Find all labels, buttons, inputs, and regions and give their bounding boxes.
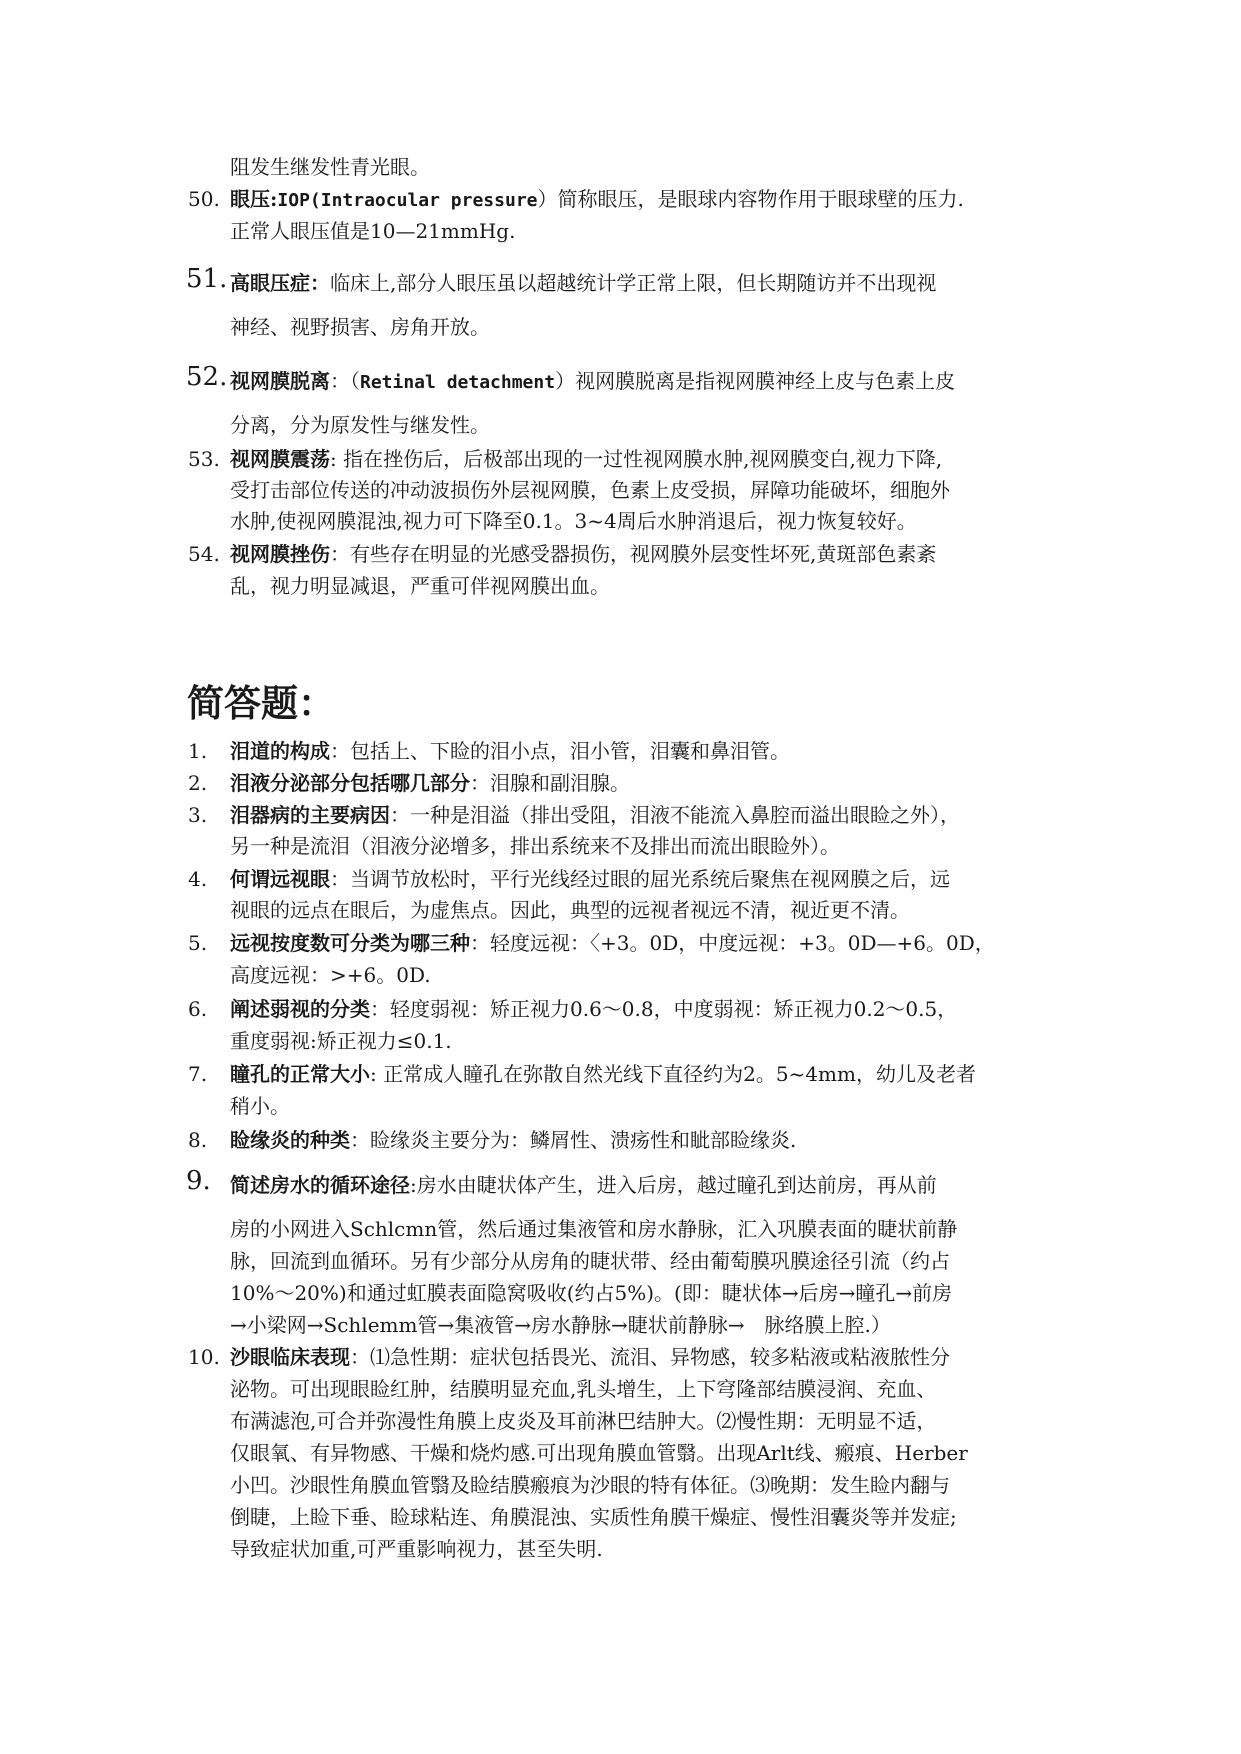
question-10-line-5: 小凹。沙眼性角膜血管翳及睑结膜瘢痕为沙眼的特有体征。⑶晚期：发生睑内翻与 bbox=[230, 1473, 950, 1497]
answer-text: : 正常成人瞳孔在弥散自然光线下直径约为2。5~4mm，幼儿及老者 bbox=[370, 1062, 976, 1086]
term-title: 视网膜脱离 bbox=[230, 369, 330, 393]
term-title: 高眼压症： bbox=[230, 271, 330, 295]
question-title: 何谓远视眼 bbox=[230, 867, 330, 891]
answer-text: ：包括上、下睑的泪小点，泪小管，泪囊和鼻泪管。 bbox=[330, 739, 790, 763]
text: 阻发生继发性青光眼。 bbox=[230, 155, 430, 179]
question-2 bbox=[230, 770, 630, 796]
term-53-line-3: 水肿,使视网膜混浊,视力可下降至0.1。3~4周后水肿消退后，视力恢复较好。 bbox=[230, 509, 917, 533]
question-number: 3. bbox=[188, 803, 208, 827]
question-number: 7. bbox=[188, 1062, 208, 1086]
term-english: Intraocular pressure bbox=[320, 190, 538, 211]
question-number: 1. bbox=[188, 739, 208, 763]
term-definition: ）简称眼压，是眼球内容物作用于眼球壁的压力. bbox=[537, 187, 964, 211]
term-english: Retinal detachment bbox=[360, 372, 556, 393]
term-51-line-2: 神经、视野损害、房角开放。 bbox=[230, 315, 490, 339]
question-4 bbox=[230, 866, 950, 892]
term-title: 视网膜挫伤 bbox=[230, 542, 330, 566]
term-definition: 临床上,部分人眼压虽以超越统计学正常上限，但长期随访并不出现视 bbox=[330, 271, 937, 295]
term-51 bbox=[230, 270, 936, 296]
continuation-line bbox=[230, 154, 430, 180]
question-5-line-2: 高度远视：>+6。0D. bbox=[230, 963, 431, 987]
section-heading: 简答题： bbox=[187, 682, 335, 725]
item-number: 50. bbox=[188, 187, 220, 211]
question-6-line-2: 重度弱视:矫正视力≤0.1. bbox=[230, 1029, 452, 1053]
term-50-line-2: 正常人眼压值是10—21mmHg. bbox=[230, 219, 516, 243]
term-definition: : 指在挫伤后，后极部出现的一过性视网膜水肿,视网膜变白,视力下降, bbox=[330, 447, 943, 471]
question-title: 阐述弱视的分类 bbox=[230, 997, 370, 1021]
item-number: 52. bbox=[186, 362, 228, 392]
question-4-line-2: 视眼的远点在眼后，为虚焦点。因此，典型的远视者视远不清，视近更不清。 bbox=[230, 898, 910, 922]
term-punct: ：（ bbox=[330, 369, 360, 393]
term-title: 眼压: bbox=[230, 187, 278, 211]
answer-text: ：泪腺和副泪腺。 bbox=[470, 771, 630, 795]
term-title: 视网膜震荡 bbox=[230, 447, 330, 471]
question-3-line-2: 另一种是流泪（泪液分泌增多，排出系统来不及排出而流出眼睑外）。 bbox=[230, 834, 840, 858]
item-number: 54. bbox=[188, 542, 220, 566]
term-52-line-2: 分离，分为原发性与继发性。 bbox=[230, 413, 490, 437]
question-title: 简述房水的循环途径 bbox=[230, 1173, 410, 1197]
term-52 bbox=[230, 368, 955, 396]
question-title: 泪器病的主要病因 bbox=[230, 803, 390, 827]
answer-text: ：轻度弱视：矫正视力0.6～0.8，中度弱视：矫正视力0.2～0.5， bbox=[370, 997, 958, 1021]
question-10-line-3: 布满滤泡,可合并弥漫性角膜上皮炎及耳前淋巴结肿大。⑵慢性期：无明显不适， bbox=[230, 1409, 937, 1433]
question-10-line-7: 导致症状加重,可严重影响视力，甚至失明. bbox=[230, 1537, 603, 1561]
answer-text: ：轻度远视：〈+3。0D，中度远视：+3。0D—+6。0D， bbox=[470, 931, 995, 955]
question-10 bbox=[230, 1344, 950, 1370]
question-9 bbox=[230, 1172, 937, 1198]
question-number: 10. bbox=[188, 1345, 220, 1369]
question-6 bbox=[230, 996, 957, 1022]
question-9-line-2: 房的小网进入Schlcmn管，然后通过集液管和房水静脉，汇入巩膜表面的睫状前静 bbox=[230, 1217, 958, 1241]
term-abbrev: IOP( bbox=[277, 190, 321, 211]
term-53 bbox=[230, 446, 942, 472]
answer-text: ：⑴急性期：症状包括畏光、流泪、异物感，较多粘液或粘液脓性分 bbox=[350, 1345, 950, 1369]
question-number: 5. bbox=[188, 931, 208, 955]
question-9-line-5: →小梁网→Schlemm管→集液管→房水静脉→睫状前静脉→ 脉络膜上腔.） bbox=[230, 1313, 891, 1337]
term-definition: ）视网膜脱离是指视网膜神经上皮与色素上皮 bbox=[555, 369, 956, 393]
item-number: 53. bbox=[188, 447, 220, 471]
term-definition: ：有些存在明显的光感受器损伤，视网膜外层变性坏死,黄斑部色素紊 bbox=[330, 542, 937, 566]
question-9-line-4: 10%～20%)和通过虹膜表面隐窝吸收(约占5%)。(即：睫状体→后房→瞳孔→前房 bbox=[230, 1281, 953, 1305]
question-title: 泪道的构成 bbox=[230, 739, 330, 763]
question-title: 瞳孔的正常大小 bbox=[230, 1062, 370, 1086]
answer-text: ：睑缘炎主要分为：鳞屑性、溃疡性和眦部睑缘炎. bbox=[350, 1128, 797, 1152]
question-number: 8. bbox=[188, 1128, 208, 1152]
question-10-line-4: 仅眼氧、有异物感、干燥和烧灼感.可出现角膜血管翳。出现Arlt线、瘢痕、Herber bbox=[230, 1441, 968, 1465]
term-54 bbox=[230, 541, 936, 567]
question-7-line-2: 稍小。 bbox=[230, 1094, 290, 1118]
term-53-line-2: 受打击部位传送的冲动波损伤外层视网膜，色素上皮受损，屏障功能破坏，细胞外 bbox=[230, 478, 950, 502]
question-1 bbox=[230, 738, 790, 764]
question-9-line-3: 脉，回流到血循环。另有少部分从房角的睫状带、经由葡萄膜巩膜途径引流（约占 bbox=[230, 1249, 950, 1273]
question-7 bbox=[230, 1061, 976, 1087]
question-10-line-2: 泌物。可出现眼睑红肿，结膜明显充血,乳头增生，上下穹隆部结膜浸润、充血、 bbox=[230, 1377, 937, 1401]
question-5 bbox=[230, 930, 995, 956]
question-title: 远视按度数可分类为哪三种 bbox=[230, 931, 470, 955]
answer-text: ：一种是泪溢（排出受阻，泪液不能流入鼻腔而溢出眼睑之外）， bbox=[390, 803, 960, 827]
question-number: 2. bbox=[188, 771, 208, 795]
question-10-line-6: 倒睫，上睑下垂、睑球粘连、角膜混浊、实质性角膜干燥症、慢性泪囊炎等并发症; bbox=[230, 1505, 957, 1529]
question-8 bbox=[230, 1127, 796, 1153]
question-title: 沙眼临床表现 bbox=[230, 1345, 350, 1369]
question-title: 睑缘炎的种类 bbox=[230, 1128, 350, 1152]
item-number: 51. bbox=[186, 264, 228, 294]
question-number: 6. bbox=[188, 997, 208, 1021]
question-3 bbox=[230, 802, 960, 828]
answer-text: :房水由睫状体产生，进入后房，越过瞳孔到达前房，再从前 bbox=[410, 1173, 937, 1197]
answer-text: ：当调节放松时，平行光线经过眼的屈光系统后聚焦在视网膜之后，远 bbox=[330, 867, 950, 891]
question-number: 9. bbox=[186, 1166, 211, 1196]
term-54-line-2: 乱，视力明显减退，严重可伴视网膜出血。 bbox=[230, 574, 610, 598]
question-title: 泪液分泌部分包括哪几部分 bbox=[230, 771, 470, 795]
question-number: 4. bbox=[188, 867, 208, 891]
term-50 bbox=[230, 186, 964, 214]
